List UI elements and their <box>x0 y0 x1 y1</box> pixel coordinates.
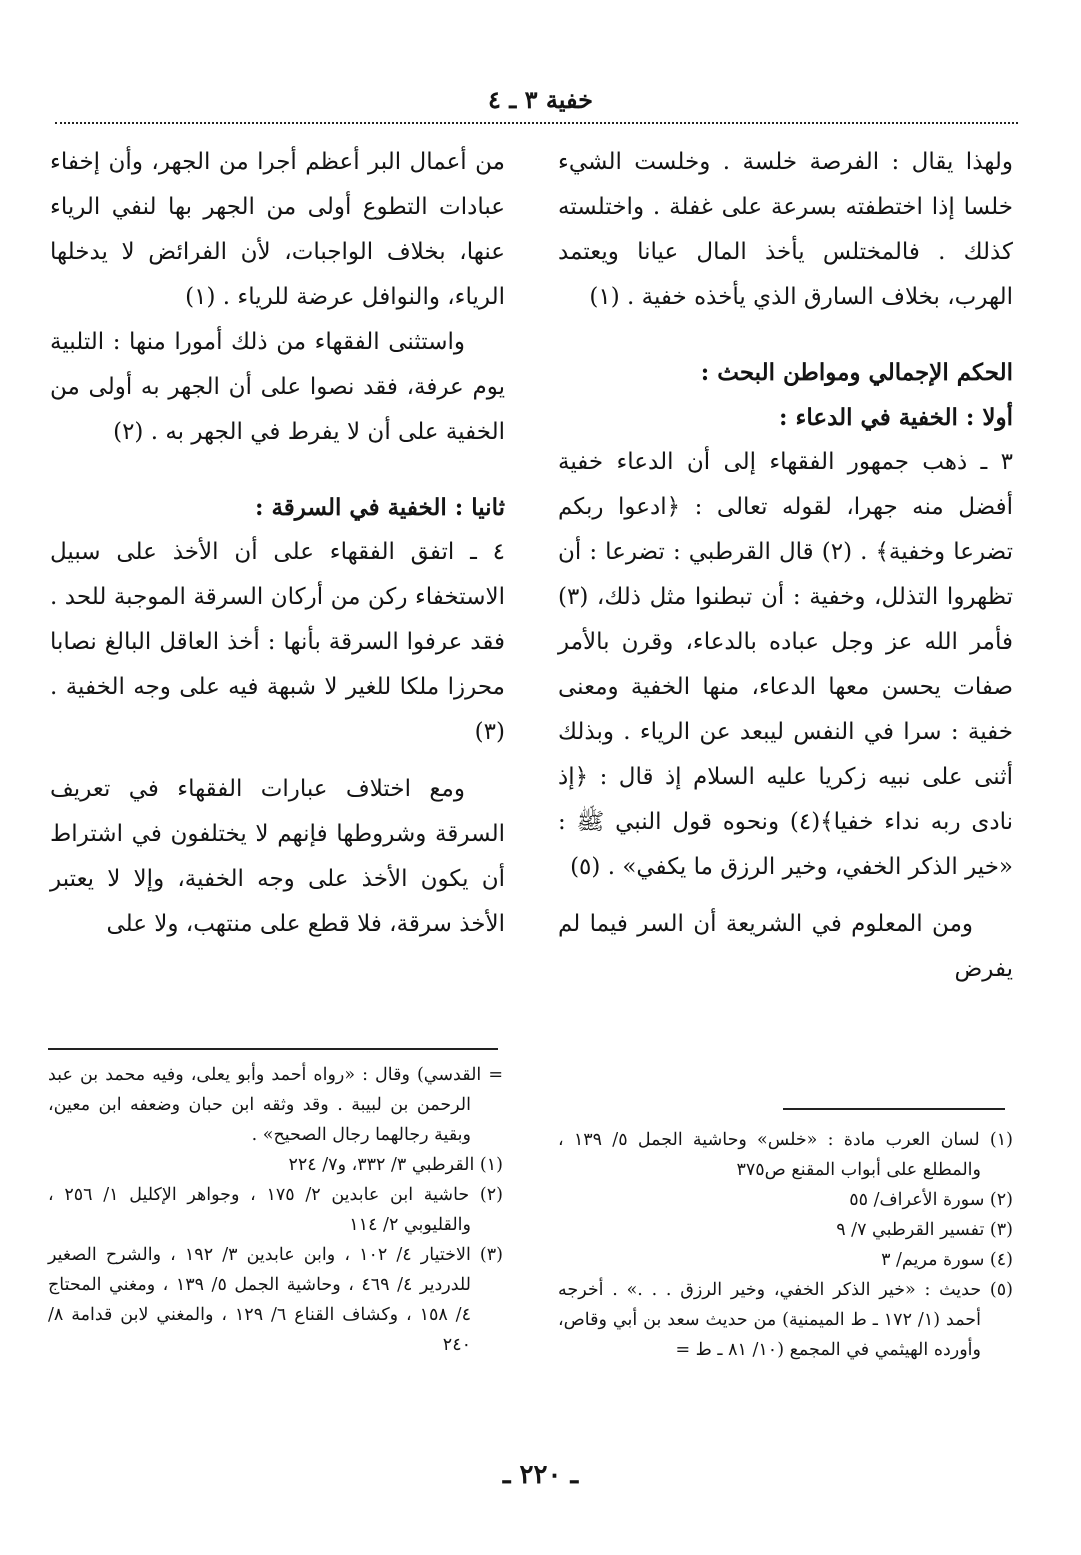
section-heading: ثانيا : الخفية في السرقة : <box>254 494 505 521</box>
paragraph: ومع اختلاف عبارات الفقهاء في تعريف السرقة وشروطها فإنهم لا يختلفون في اشتراط أن يكون الأخذ على وجه الخفية، وإلا لا يعتبر الأخذ سرقة، فلا قطع على منتهب، ولا على <box>50 776 505 937</box>
footnote: (٤) سورة مريم/ ٣ <box>881 1250 1013 1270</box>
footnote: (٢) سورة الأعراف/ ٥٥ <box>849 1190 1013 1210</box>
paragraph: واستثنى الفقهاء من ذلك أمورا منها : التلبية يوم عرفة، فقد نصوا على أن الجهر به أولى من الخفية على أن لا يفرط في الجهر به . (٢) <box>50 329 505 445</box>
right-column <box>558 140 1013 992</box>
footnote: (١) لسان العرب مادة : «خلس» وحاشية الجمل ٥/ ١٣٩ ، والمطلع على أبواب المقنع ص٣٧٥ <box>558 1130 1013 1180</box>
footnotes-right <box>558 1125 1013 1365</box>
section-heading: أولا : الخفية في الدعاء : <box>779 404 1013 431</box>
footnote: (٣) تفسير القرطبي ٧/ ٩ <box>836 1220 1013 1240</box>
footnotes-left <box>48 1060 503 1360</box>
paragraph: ٤ ـ اتفق الفقهاء على أن الأخذ على سبيل الاستخفاء ركن من أركان السرقة الموجبة للحد . فقد عرفوا السرقة بأنها : أخذ العاقل البالغ نصابا محرزا ملكا للغير لا شبهة فيه على وجه الخفية . (٣) <box>50 539 505 745</box>
section-heading: الحكم الإجمالي ومواطن البحث : <box>700 359 1013 386</box>
paragraph: ومن المعلوم في الشريعة أن السر فيما لم يفرض <box>558 911 1013 982</box>
footnote: (١) القرطبي ٣/ ٣٣٢، و٧/ ٢٢٤ <box>288 1155 503 1175</box>
paragraph: ولهذا يقال : الفرصة خلسة . وخلست الشيء خلسا إذا اختطفته بسرعة على غفلة . واختلسته كذلك . فالمختلس يأخذ المال عيانا ويعتمد الهرب، بخلاف السارق الذي يأخذه خفية . (١) <box>558 149 1013 310</box>
footnote: (٥) حديث : «خير الذكر الخفي، وخير الرزق . . .» . أخرجه أحمد (١/ ١٧٢ ـ ط الميمنية) من حديث سعد بن أبي وقاص، وأورده الهيثمي في المجمع (١٠/ ٨١ ـ ط = <box>558 1280 1013 1360</box>
paragraph: ٣ ـ ذهب جمهور الفقهاء إلى أن الدعاء خفية أفضل منه جهرا، لقوله تعالى : ﴿ادعوا ربكم تضرعا وخفية﴾ . (٢) قال القرطبي : تضرعا : أن تظهروا التذلل، وخفية : أن تبطنوا مثل ذلك، (٣) فأمر الله عز وجل عباده بالدعاء، وقرن بالأمر صفات يحسن معها الدعاء، منها الخفية ومعنى خفية : سرا في النفس ليبعد عن الرياء . وبذلك أثنى على نبيه زكريا عليه السلام إذ قال : ﴿إذ نادى ربه نداء خفيا﴾(٤) ونحوه قول النبي ﷺ : «خير الذكر الخفي، وخير الرزق ما يكفي» . (٥) <box>558 449 1014 880</box>
running-header: خفية ٣ ـ ٤ <box>488 85 593 114</box>
header-dotted-rule <box>55 122 1018 124</box>
footnote-rule <box>48 1048 498 1050</box>
paragraph: من أعمال البر أعظم أجرا من الجهر، وأن إخفاء عبادات التطوع أولى من الجهر بها لنفي الرياء عنها، بخلاف الواجبات، لأن الفرائض لا يدخلها الرياء، والنوافل عرضة للرياء . (١) <box>50 149 505 310</box>
page-number: ـ ٢٢٠ ـ <box>502 1460 579 1490</box>
footnote: (٢) حاشية ابن عابدين ٢/ ١٧٥ ، وجواهر الإكليل ١/ ٢٥٦ ، والقليوبي ٢/ ١١٤ <box>48 1185 503 1235</box>
footnote: (٣) الاختيار ٤/ ١٠٢ ، وابن عابدين ٣/ ١٩٢ ، والشرح الصغير للدردير ٤/ ٤٦٩ ، وحاشية الجمل ٥/ ١٣٩ ، ومغني المحتاج ٤/ ١٥٨ ، وكشاف القناع ٦/ ١٢٩ ، والمغني لابن قدامة ٨/ ٢٤٠ <box>48 1245 503 1355</box>
footnote-rule <box>783 1108 1005 1110</box>
left-column <box>50 140 505 947</box>
footnote: = القدسي) وقال : «رواه أحمد وأبو يعلى، وفيه محمد بن عبد الرحمن بن لبيبة . وقد وثقه ابن حبان وضعفه ابن معين، وبقية رجالهما رجال الصحيح» . <box>48 1065 503 1145</box>
